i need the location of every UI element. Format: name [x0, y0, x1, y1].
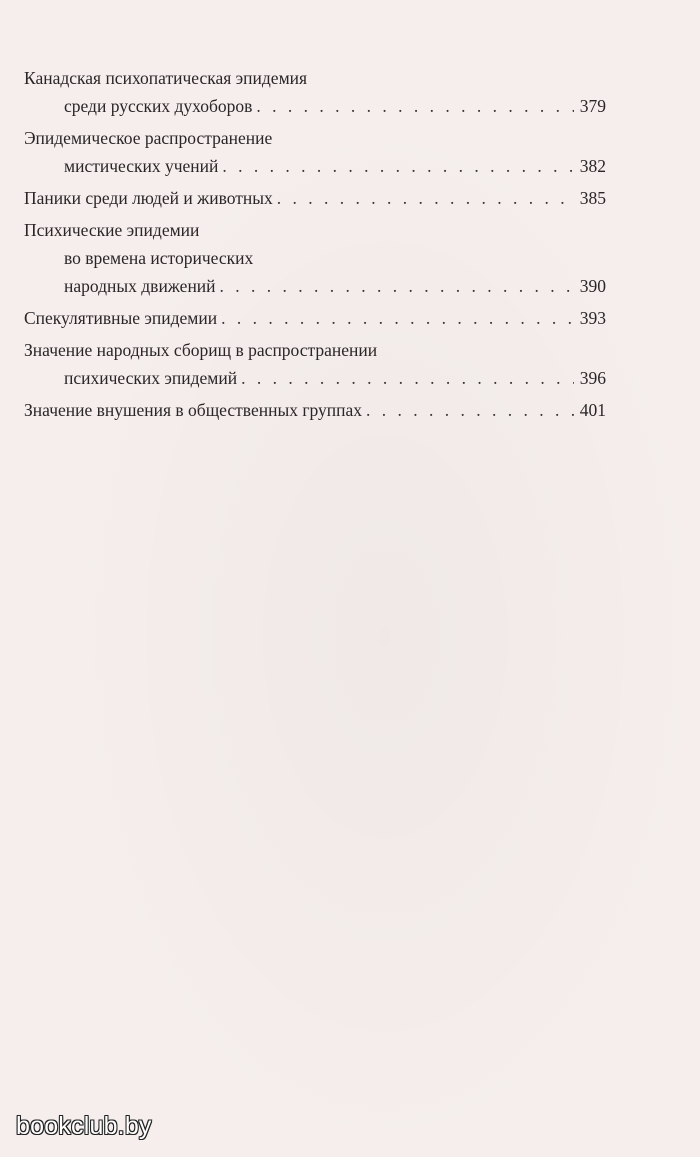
toc-entry-leader-line: [24, 92, 606, 120]
dot-leader: [221, 304, 574, 332]
dot-leader: [241, 364, 574, 392]
dot-leader: [220, 272, 574, 300]
dot-leader: [366, 396, 574, 424]
dot-leader: [256, 92, 573, 120]
toc-entry: [24, 124, 606, 180]
dot-leader: [277, 184, 574, 212]
toc-entry-title-line: мистических учений: [64, 156, 219, 176]
dot-leader: [222, 152, 573, 180]
site-watermark: bookclub.by: [16, 1112, 152, 1140]
toc-page-number: 393: [579, 308, 606, 328]
toc-entry: [24, 336, 606, 392]
toc-entry-title-line: Канадская психопатическая эпидемия: [24, 68, 308, 88]
toc-entry-leader-line: [24, 184, 606, 212]
toc-page-number: 379: [579, 96, 606, 116]
toc-entry: [24, 304, 606, 332]
toc-entry-title-line: Значение народных сборищ в распространении: [24, 340, 378, 360]
toc-entry-leader-line: [24, 272, 606, 300]
toc-entry-title-line: народных движений: [64, 276, 216, 296]
toc-entry-title-line: во времена исторических: [64, 248, 254, 268]
toc-entry-leader-line: [24, 396, 606, 424]
toc-page-number: 401: [579, 400, 606, 420]
toc-entry-leader-line: [24, 304, 606, 332]
toc-entry-title-line: Паники среди людей и животных: [24, 188, 273, 208]
toc-entry: [24, 184, 606, 212]
toc-entry: [24, 396, 606, 424]
toc-entry-title-line: Значение внушения в общественных группах: [24, 400, 363, 420]
toc-page-number: 396: [579, 368, 606, 388]
toc-entry-leader-line: [24, 152, 606, 180]
toc-entry: [24, 216, 606, 300]
toc-entry-title-line: психических эпидемий: [64, 368, 238, 388]
table-of-contents: [24, 64, 606, 424]
toc-entry-title-line: Спекулятивные эпидемии: [24, 308, 218, 328]
toc-page-number: 382: [579, 156, 606, 176]
toc-entry-title-line: Психические эпидемии: [24, 220, 200, 240]
toc-page-number: 390: [579, 276, 606, 296]
toc-entry-leader-line: [24, 364, 606, 392]
toc-page-number: 385: [579, 188, 606, 208]
toc-entry-title-line: среди русских духоборов: [64, 96, 253, 116]
toc-entry: [24, 64, 606, 120]
toc-entry-title-line: Эпидемическое распространение: [24, 128, 273, 148]
